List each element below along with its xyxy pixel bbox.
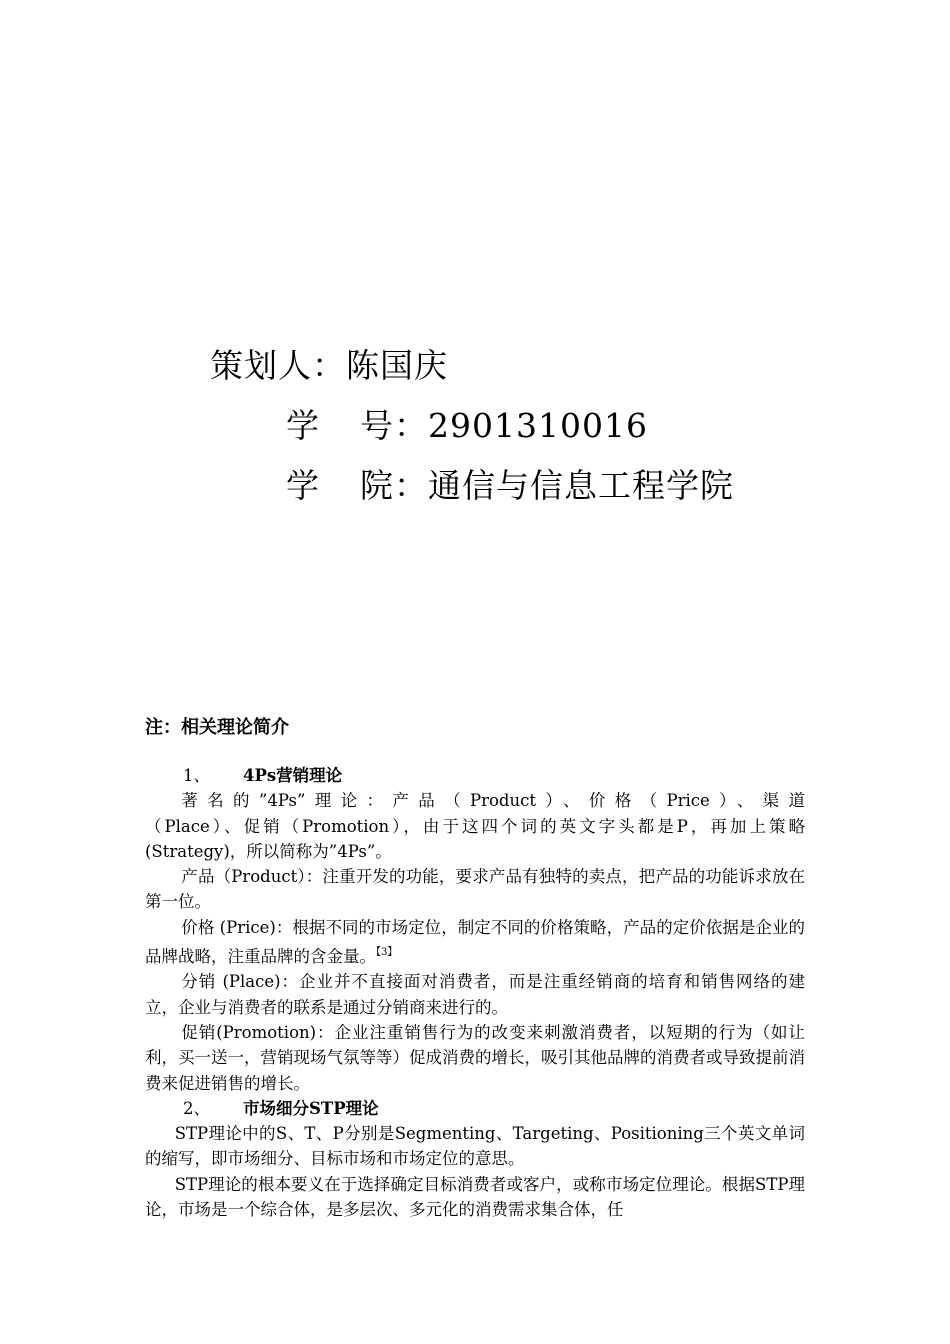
college-line — [286, 460, 734, 507]
section2-p1: STP理论中的S、T、P分别是Segmenting、Targeting、Positioning三个英文单词的缩写，即市场细分、目标市场和市场定位的意思。 — [145, 1124, 805, 1169]
student-id-value: 2901310016 — [428, 406, 648, 445]
section1-title — [145, 763, 805, 788]
planner-line — [210, 340, 448, 387]
section1-title-text: 4Ps营销理论 — [243, 766, 343, 785]
section2-title-text: 市场细分STP理论 — [243, 1098, 379, 1118]
section1-p4: 分销 (Place)：企业并不直接面对消费者，而是注重经销商的培育和销售网络的建立，企业与消费者的联系是通过分销商来进行的。 — [145, 972, 805, 1017]
section1-p1-rest: （Place）、促销（Promotion），由于这四个词的英文字头都是P，再加上策略(Strategy)，所以简称为”4Ps”。 — [145, 816, 805, 861]
section1-p1-line1: 著名的”4Ps”理论：产品（Product）、价格（Price）、渠道 — [181, 791, 805, 811]
section1-p5: 促销(Promotion)：企业注重销售行为的改变来刺激消费者，以短期的行为（如让利，买一送一，营销现场气氛等等）促成消费的增长，吸引其他品牌的消费者或导致提前消费来促进销售的增长。 — [145, 1022, 805, 1093]
student-id-line — [286, 400, 648, 447]
section2-title — [145, 1096, 805, 1121]
college-label-a: 学 — [286, 466, 320, 505]
student-id-label-a: 学 — [286, 406, 320, 445]
section2-p2: STP理论的根本要义在于选择确定目标消费者或客户，或称市场定位理论。根据STP理论，市场是一个综合体，是多层次、多元化的消费需求集合体，任 — [145, 1174, 805, 1220]
student-id-label-b: 号： — [360, 406, 428, 445]
college-label-b: 院： — [360, 466, 428, 505]
section1-number: 1、 — [183, 766, 210, 785]
note-heading: 注：相关理论简介 — [145, 717, 289, 738]
college-value: 通信与信息工程学院 — [428, 466, 734, 505]
planner-name: 陈国庆 — [346, 346, 448, 385]
planner-label: 策划人： — [210, 346, 346, 385]
section1-p3 — [145, 915, 805, 970]
theory-body — [145, 763, 805, 1222]
section2-number: 2、 — [183, 1098, 210, 1118]
citation-ref: 【3】 — [376, 947, 398, 959]
section1-p2: 产品（Product）：注重开发的功能，要求产品有独特的卖点，把产品的功能诉求放在第一位。 — [145, 867, 805, 912]
section1-p3-text: 价格 (Price)：根据不同的市场定位，制定不同的价格策略，产品的定价依据是企业的品牌战略，注重品牌的含金量。 — [145, 917, 805, 967]
